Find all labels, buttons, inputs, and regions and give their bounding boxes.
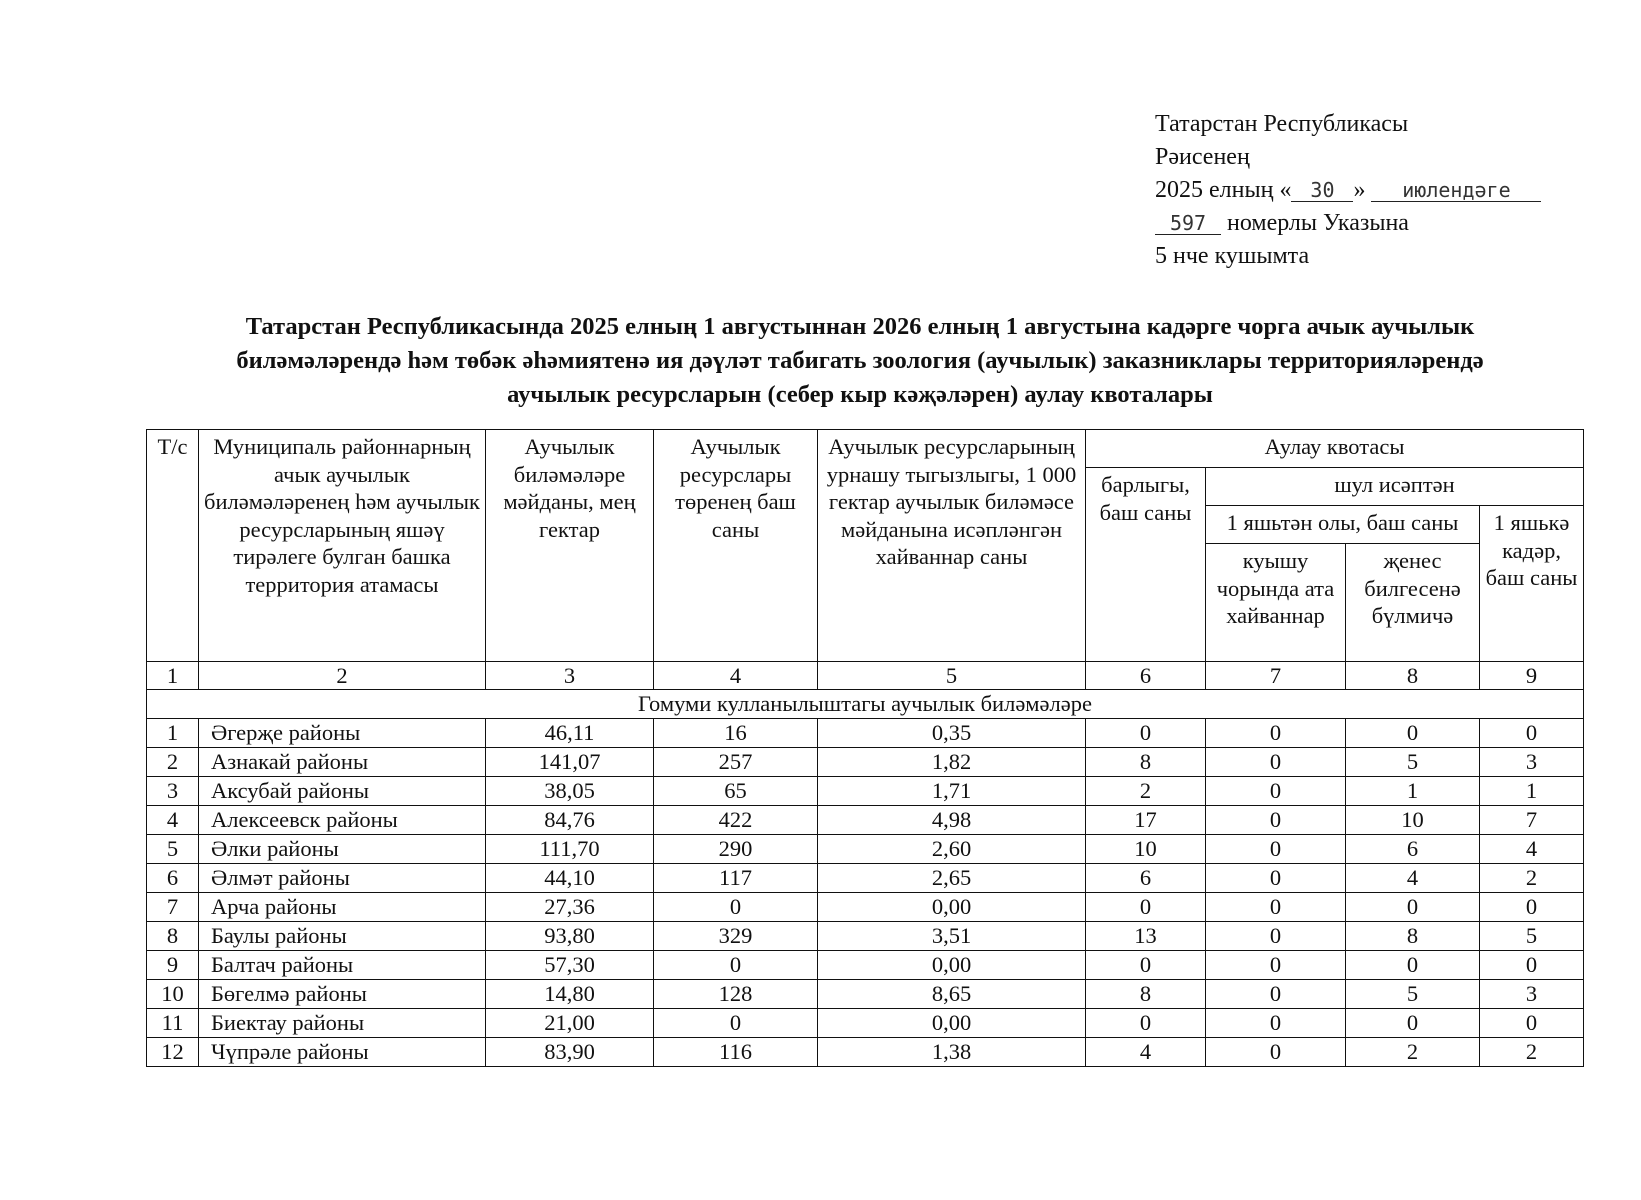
district-name-cell: Бөгелмә районы xyxy=(199,980,486,1009)
district-name-cell: Арча районы xyxy=(199,893,486,922)
count-cell: 16 xyxy=(654,719,818,748)
density-cell: 1,38 xyxy=(818,1038,1086,1067)
under-one-cell: 0 xyxy=(1480,893,1584,922)
area-cell: 38,05 xyxy=(486,777,654,806)
count-cell: 117 xyxy=(654,864,818,893)
header-count: Аучылык ресурслары төренең баш саны xyxy=(654,430,818,662)
header-district: Муниципаль районнарның ачык аучылык биләмәләренең һәм аучылык ресурсларының яшәү тирәлеге булган башка территория атамасы xyxy=(199,430,486,662)
area-cell: 84,76 xyxy=(486,806,654,835)
district-name-cell: Балтач районы xyxy=(199,951,486,980)
column-number: 2 xyxy=(199,662,486,690)
table-row xyxy=(147,806,1584,835)
undifferentiated-cell: 0 xyxy=(1346,719,1480,748)
annex-line-2: Рәисенең xyxy=(1155,144,1250,170)
column-number-row xyxy=(147,662,1584,690)
area-cell: 14,80 xyxy=(486,980,654,1009)
title-line-3: аучылык ресурсларын (себер кыр кәҗәләрен) аулау квоталары xyxy=(507,381,1213,408)
density-cell: 0,00 xyxy=(818,1009,1086,1038)
table-row xyxy=(147,1009,1584,1038)
header-density: Аучылык ресурсларының урнашу тыгызлыгы, 1 000 гектар аучылык биләмәсе мәйданына исәпләнгән хайваннар саны xyxy=(818,430,1086,662)
table-row xyxy=(147,835,1584,864)
row-num-cell: 10 xyxy=(147,980,199,1009)
row-num-cell: 8 xyxy=(147,922,199,951)
count-cell: 0 xyxy=(654,951,818,980)
column-number: 5 xyxy=(818,662,1086,690)
district-name-cell: Аксубай районы xyxy=(199,777,486,806)
count-cell: 422 xyxy=(654,806,818,835)
annex-year-prefix: 2025 елның « xyxy=(1155,177,1292,203)
header-num: Т/с xyxy=(147,430,199,662)
count-cell: 290 xyxy=(654,835,818,864)
column-number: 8 xyxy=(1346,662,1480,690)
annex-quote-close: » xyxy=(1353,177,1366,203)
area-cell: 21,00 xyxy=(486,1009,654,1038)
density-cell: 0,00 xyxy=(818,893,1086,922)
density-cell: 4,98 xyxy=(818,806,1086,835)
under-one-cell: 0 xyxy=(1480,719,1584,748)
column-number: 4 xyxy=(654,662,818,690)
header-area: Аучылык биләмәләре мәйданы, мең гектар xyxy=(486,430,654,662)
district-name-cell: Әгерҗе районы xyxy=(199,719,486,748)
document-title xyxy=(150,310,1570,412)
title-line-2: биләмәләрендә һәм төбәк әһәмиятенә ия дәүләт табигать зоология (аучылык) заказниклары территорияләрендә xyxy=(236,347,1484,374)
under-one-cell: 3 xyxy=(1480,980,1584,1009)
header-including: шул исәптән xyxy=(1206,468,1584,506)
table-row xyxy=(147,922,1584,951)
undifferentiated-cell: 5 xyxy=(1346,748,1480,777)
district-name-cell: Әлмәт районы xyxy=(199,864,486,893)
section-row xyxy=(147,690,1584,719)
total-cell: 4 xyxy=(1086,1038,1206,1067)
row-num-cell: 4 xyxy=(147,806,199,835)
annex-note xyxy=(1155,108,1541,273)
males-cell: 0 xyxy=(1206,1038,1346,1067)
column-number: 1 xyxy=(147,662,199,690)
column-number: 7 xyxy=(1206,662,1346,690)
row-num-cell: 11 xyxy=(147,1009,199,1038)
total-cell: 8 xyxy=(1086,980,1206,1009)
row-num-cell: 7 xyxy=(147,893,199,922)
count-cell: 329 xyxy=(654,922,818,951)
table-row xyxy=(147,893,1584,922)
males-cell: 0 xyxy=(1206,835,1346,864)
undifferentiated-cell: 4 xyxy=(1346,864,1480,893)
header-quota: Аулау квотасы xyxy=(1086,430,1584,468)
row-num-cell: 6 xyxy=(147,864,199,893)
district-name-cell: Баулы районы xyxy=(199,922,486,951)
area-cell: 111,70 xyxy=(486,835,654,864)
density-cell: 1,71 xyxy=(818,777,1086,806)
table-row xyxy=(147,719,1584,748)
annex-line-1: Татарстан Республикасы xyxy=(1155,111,1409,137)
males-cell: 0 xyxy=(1206,806,1346,835)
males-cell: 0 xyxy=(1206,777,1346,806)
density-cell: 2,65 xyxy=(818,864,1086,893)
area-cell: 57,30 xyxy=(486,951,654,980)
males-cell: 0 xyxy=(1206,893,1346,922)
under-one-cell: 0 xyxy=(1480,951,1584,980)
area-cell: 83,90 xyxy=(486,1038,654,1067)
undifferentiated-cell: 0 xyxy=(1346,951,1480,980)
count-cell: 0 xyxy=(654,893,818,922)
area-cell: 46,11 xyxy=(486,719,654,748)
district-name-cell: Алексеевск районы xyxy=(199,806,486,835)
column-number: 6 xyxy=(1086,662,1206,690)
row-num-cell: 1 xyxy=(147,719,199,748)
under-one-cell: 0 xyxy=(1480,1009,1584,1038)
under-one-cell: 1 xyxy=(1480,777,1584,806)
total-cell: 0 xyxy=(1086,719,1206,748)
table-row xyxy=(147,951,1584,980)
district-name-cell: Әлки районы xyxy=(199,835,486,864)
header-total: барлыгы, баш саны xyxy=(1086,468,1206,662)
annex-month: июлендәге xyxy=(1371,179,1541,202)
total-cell: 0 xyxy=(1086,893,1206,922)
undifferentiated-cell: 2 xyxy=(1346,1038,1480,1067)
undifferentiated-cell: 10 xyxy=(1346,806,1480,835)
annex-number: 597 xyxy=(1155,212,1221,235)
density-cell: 0,35 xyxy=(818,719,1086,748)
density-cell: 8,65 xyxy=(818,980,1086,1009)
row-num-cell: 2 xyxy=(147,748,199,777)
density-cell: 3,51 xyxy=(818,922,1086,951)
males-cell: 0 xyxy=(1206,864,1346,893)
males-cell: 0 xyxy=(1206,1009,1346,1038)
total-cell: 0 xyxy=(1086,1009,1206,1038)
under-one-cell: 4 xyxy=(1480,835,1584,864)
column-number: 9 xyxy=(1480,662,1584,690)
count-cell: 0 xyxy=(654,1009,818,1038)
total-cell: 2 xyxy=(1086,777,1206,806)
undifferentiated-cell: 6 xyxy=(1346,835,1480,864)
row-num-cell: 12 xyxy=(147,1038,199,1067)
row-num-cell: 3 xyxy=(147,777,199,806)
undifferentiated-cell: 0 xyxy=(1346,893,1480,922)
table-row xyxy=(147,1038,1584,1067)
district-name-cell: Азнакай районы xyxy=(199,748,486,777)
under-one-cell: 2 xyxy=(1480,1038,1584,1067)
males-cell: 0 xyxy=(1206,719,1346,748)
under-one-cell: 7 xyxy=(1480,806,1584,835)
header-males: куышу чорында ата хайваннар xyxy=(1206,544,1346,662)
density-cell: 0,00 xyxy=(818,951,1086,980)
count-cell: 116 xyxy=(654,1038,818,1067)
males-cell: 0 xyxy=(1206,922,1346,951)
area-cell: 44,10 xyxy=(486,864,654,893)
count-cell: 128 xyxy=(654,980,818,1009)
males-cell: 0 xyxy=(1206,748,1346,777)
quota-table xyxy=(146,429,1584,1067)
density-cell: 1,82 xyxy=(818,748,1086,777)
table-row xyxy=(147,748,1584,777)
area-cell: 93,80 xyxy=(486,922,654,951)
table-row xyxy=(147,777,1584,806)
under-one-cell: 3 xyxy=(1480,748,1584,777)
row-num-cell: 9 xyxy=(147,951,199,980)
annex-number-suffix: номерлы Указына xyxy=(1227,210,1409,236)
under-one-cell: 5 xyxy=(1480,922,1584,951)
undifferentiated-cell: 8 xyxy=(1346,922,1480,951)
annex-day: 30 xyxy=(1291,179,1353,202)
count-cell: 65 xyxy=(654,777,818,806)
count-cell: 257 xyxy=(654,748,818,777)
undifferentiated-cell: 0 xyxy=(1346,1009,1480,1038)
males-cell: 0 xyxy=(1206,980,1346,1009)
header-older: 1 яшьтән олы, баш саны xyxy=(1206,506,1480,544)
header-undifferentiated: җенес билгесенә бүлмичә xyxy=(1346,544,1480,662)
annex-date-line xyxy=(1155,174,1541,207)
density-cell: 2,60 xyxy=(818,835,1086,864)
total-cell: 10 xyxy=(1086,835,1206,864)
section-title: Гомуми кулланылыштагы аучылык биләмәләре xyxy=(147,690,1584,719)
table-row xyxy=(147,864,1584,893)
total-cell: 6 xyxy=(1086,864,1206,893)
table-row xyxy=(147,980,1584,1009)
undifferentiated-cell: 5 xyxy=(1346,980,1480,1009)
area-cell: 141,07 xyxy=(486,748,654,777)
under-one-cell: 2 xyxy=(1480,864,1584,893)
area-cell: 27,36 xyxy=(486,893,654,922)
header-under-one: 1 яшькә кадәр, баш саны xyxy=(1480,506,1584,662)
district-name-cell: Биектау районы xyxy=(199,1009,486,1038)
total-cell: 0 xyxy=(1086,951,1206,980)
males-cell: 0 xyxy=(1206,951,1346,980)
total-cell: 17 xyxy=(1086,806,1206,835)
annex-number-line xyxy=(1155,207,1541,240)
total-cell: 13 xyxy=(1086,922,1206,951)
row-num-cell: 5 xyxy=(147,835,199,864)
annex-line-5: 5 нче кушымта xyxy=(1155,243,1310,269)
undifferentiated-cell: 1 xyxy=(1346,777,1480,806)
column-number: 3 xyxy=(486,662,654,690)
district-name-cell: Чүпрәле районы xyxy=(199,1038,486,1067)
total-cell: 8 xyxy=(1086,748,1206,777)
title-line-1: Татарстан Республикасында 2025 елның 1 августыннан 2026 елның 1 августына кадәрге чорга ачык аучылык xyxy=(245,313,1475,340)
